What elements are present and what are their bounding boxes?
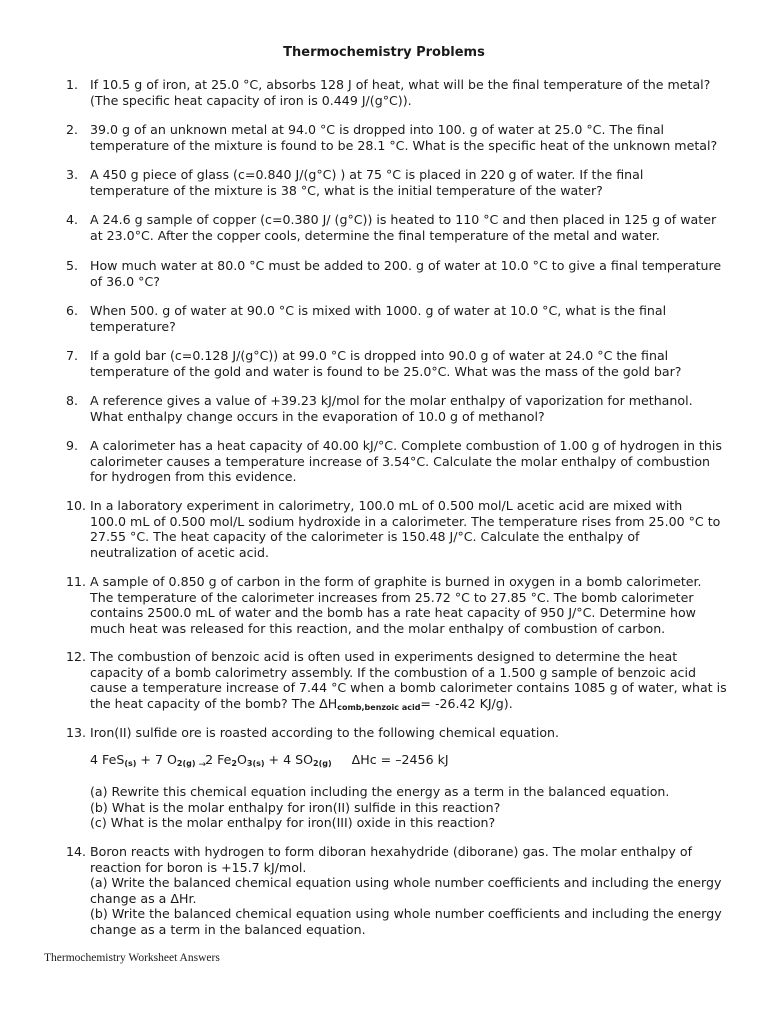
problem-10: [66, 498, 731, 560]
problem-number: 9.: [66, 438, 79, 453]
problem-7: [66, 348, 731, 379]
problem-4: [66, 212, 731, 243]
problem-line: much heat was released for this reaction, and the molar enthalpy of combustion of carbon.: [90, 620, 666, 636]
problem-line: 100.0 mL of 0.500 mol/L sodium hydroxide in a calorimeter. The temperature rises from 25.00 °C to: [90, 513, 721, 529]
problem-line: The combustion of benzoic acid is often used in experiments designed to determine the heat: [90, 649, 678, 664]
problem-1: [66, 77, 731, 108]
problem-number: 8.: [66, 393, 79, 408]
subscript: 2(g): [176, 759, 196, 768]
problem-line: How much water at 80.0 °C must be added to 200. g of water at 10.0 °C to give a final temperature: [90, 258, 722, 273]
problem-line: A calorimeter has a heat capacity of 40.00 kJ/°C. Complete combustion of 1.00 g of hydrogen in this: [90, 438, 722, 453]
problem-line: change as a ΔHr.: [90, 890, 197, 906]
problem-line: capacity of a bomb calorimetry assembly. If the combustion of a 1.500 g sample of benzoic acid: [90, 664, 696, 680]
equation-term: 2 Fe: [205, 752, 232, 767]
problem-number: 2.: [66, 122, 79, 137]
problem-line: at 23.0°C. After the copper cools, determine the final temperature of the metal and water.: [90, 227, 660, 243]
problem-line: If 10.5 g of iron, at 25.0 °C, absorbs 128 J of heat, what will be the final temperature of the metal?: [90, 77, 711, 92]
subscript: (s): [124, 759, 137, 768]
problem-11: [66, 574, 731, 636]
page-title: Thermochemistry Problems: [283, 45, 485, 60]
problem-line: A sample of 0.850 g of carbon in the form of graphite is burned in oxygen in a bomb calorimeter.: [90, 574, 702, 589]
problem-number: 14.: [66, 844, 87, 859]
reaction-arrow: →: [198, 760, 207, 770]
equation-term: + 4 SO: [264, 752, 314, 767]
subscript: comb,benzoic acid: [337, 702, 421, 712]
problem-line: [90, 696, 731, 716]
problem-number: 3.: [66, 167, 79, 182]
problem-number: 10.: [66, 498, 87, 513]
problem-number: 6.: [66, 303, 79, 318]
problem-line: calorimeter causes a temperature increase of 3.54°C. Calculate the molar enthalpy of combustion: [90, 453, 711, 469]
equation-term: 4 FeS: [90, 752, 125, 767]
problem-line: (The specific heat capacity of iron is 0.449 J/(g°C)).: [90, 92, 412, 108]
problem-line: temperature of the mixture is found to be 28.1 °C. What is the specific heat of the unknown metal?: [90, 137, 718, 153]
problem-number: 1.: [66, 77, 79, 92]
problem-2: [66, 122, 731, 153]
problem-number: 11.: [66, 574, 87, 589]
problem-line: (a) Rewrite this chemical equation including the energy as a term in the balanced equation.: [90, 784, 670, 799]
problem-line: (b) What is the molar enthalpy for iron(II) sulfide in this reaction?: [90, 799, 501, 815]
problem-9: [66, 438, 731, 485]
problem-number: 12.: [66, 649, 87, 664]
problem-line: Iron(II) sulfide ore is roasted according to the following chemical equation.: [90, 725, 560, 740]
problem-line: reaction for boron is +15.7 kJ/mol.: [90, 859, 307, 875]
problem-line: A 24.6 g sample of copper (c=0.380 J/ (g°C)) is heated to 110 °C and then placed in 125 g of water: [90, 212, 717, 227]
problem-line: of 36.0 °C?: [90, 273, 160, 289]
problem-line: A reference gives a value of +39.23 kJ/mol for the molar enthalpy of vaporization for methanol.: [90, 393, 693, 408]
problem-13: [66, 725, 731, 741]
problem-line: The temperature of the calorimeter increases from 25.72 °C to 27.85 °C. The bomb calorimeter: [90, 589, 694, 605]
problem-3: [66, 167, 731, 198]
page-footer: Thermochemistry Worksheet Answers: [44, 952, 220, 964]
problem-14: [66, 844, 731, 938]
problem-6: [66, 303, 731, 334]
problem-12: [66, 649, 731, 715]
problem-5: [66, 258, 731, 289]
problem-line: temperature of the gold and water is found to be 25.0°C. What was the mass of the gold bar?: [90, 363, 682, 379]
problem-line: change as a term in the balanced equation.: [90, 921, 366, 937]
problem-line: cause a temperature increase of 7.44 °C when a bomb calorimeter contains 1085 g of water, what is: [90, 680, 727, 696]
subscript: 3(s): [246, 759, 265, 768]
problem-line: A 450 g piece of glass (c=0.840 J/(g°C) ) at 75 °C is placed in 220 g of water. If the final: [90, 167, 644, 182]
problem-13-parts: [66, 784, 731, 831]
problem-line: contains 2500.0 mL of water and the bomb has a rate heat capacity of 950 J/°C. Determine how: [90, 605, 696, 621]
problem-line: When 500. g of water at 90.0 °C is mixed with 1000. g of water at 10.0 °C, what is the final: [90, 303, 667, 318]
problem-line: In a laboratory experiment in calorimetry, 100.0 mL of 0.500 mol/L acetic acid are mixed with: [90, 498, 683, 513]
problem-number: 4.: [66, 212, 79, 227]
problem-8: [66, 393, 731, 424]
problem-text: = -26.42 KJ/g).: [420, 695, 513, 711]
problem-number: 7.: [66, 348, 79, 363]
chemical-equation: [90, 752, 449, 774]
problem-line: What enthalpy change occurs in the evaporation of 10.0 g of methanol?: [90, 408, 545, 424]
problem-text: the heat capacity of the bomb? The ΔH: [90, 695, 338, 711]
problem-number: 13.: [66, 725, 87, 740]
enthalpy-value: ΔHc = –2456 kJ: [351, 752, 449, 767]
problem-line: 39.0 g of an unknown metal at 94.0 °C is dropped into 100. g of water at 25.0 °C. The final: [90, 122, 665, 137]
problem-line: (b) Write the balanced chemical equation using whole number coefficients and including the energy: [90, 906, 722, 922]
equation-term: O: [236, 752, 247, 767]
problem-line: neutralization of acetic acid.: [90, 544, 270, 560]
problem-line: temperature of the mixture is 38 °C, what is the initial temperature of the water?: [90, 182, 603, 198]
problem-line: If a gold bar (c=0.128 J/(g°C)) at 99.0 °C is dropped into 90.0 g of water at 24.0 °C the final: [90, 348, 669, 363]
problem-line: temperature?: [90, 318, 176, 334]
problem-number: 5.: [66, 258, 79, 273]
subscript: 2(g): [313, 759, 332, 768]
problem-line: (c) What is the molar enthalpy for iron(III) oxide in this reaction?: [90, 815, 496, 831]
problem-line: for hydrogen from this evidence.: [90, 469, 297, 485]
problem-line: 27.55 °C. The heat capacity of the calorimeter is 150.48 J/°C. Calculate the enthalpy of: [90, 529, 640, 545]
subscript: 2: [231, 759, 237, 768]
problem-line: (a) Write the balanced chemical equation using whole number coefficients and including the energy: [90, 875, 722, 891]
problem-line: Boron reacts with hydrogen to form diboran hexahydride (diborane) gas. The molar enthalpy of: [90, 844, 693, 859]
equation-term: + 7 O: [136, 752, 177, 767]
